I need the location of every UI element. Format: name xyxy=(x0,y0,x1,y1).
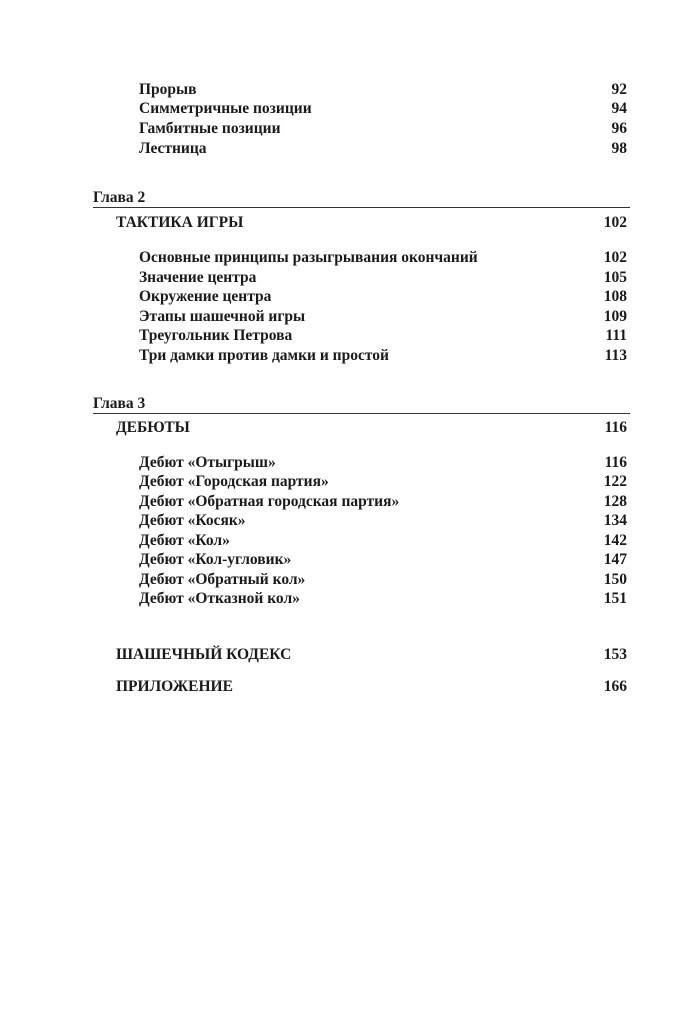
chapter-2-label: Глава 2 xyxy=(93,189,146,206)
toc-entry-title: Дебют «Отказной кол» xyxy=(139,590,300,607)
section-title: ТАКТИКА ИГРЫ xyxy=(116,214,244,231)
toc-entry-title: Значение центра xyxy=(139,269,257,286)
toc-entry-page: 102 xyxy=(603,249,627,266)
toc-entry-title: Дебют «Кол» xyxy=(139,532,230,549)
toc-entry-page: 122 xyxy=(603,473,627,490)
section-page: 166 xyxy=(603,678,627,695)
toc-entry-page: 108 xyxy=(603,288,627,305)
toc-entry-title: Симметричные позиции xyxy=(139,100,312,117)
toc-entry-page: 111 xyxy=(605,327,627,344)
toc-entry-title: Три дамки против дамки и простой xyxy=(139,347,389,364)
section-title: ШАШЕЧНЫЙ КОДЕКС xyxy=(116,646,292,663)
toc-entry-title: Дебют «Обратная городская партия» xyxy=(139,493,400,510)
toc-entry-page: 128 xyxy=(603,493,627,510)
section-title: ПРИЛОЖЕНИЕ xyxy=(116,678,233,695)
section-page: 153 xyxy=(603,646,627,663)
toc-entry-page: 134 xyxy=(603,512,627,529)
chapter-2-divider xyxy=(93,207,630,208)
toc-entry-title: Дебют «Кол-угловик» xyxy=(139,551,292,568)
toc-entry-page: 94 xyxy=(611,100,627,117)
toc-entry-title: Окружение центра xyxy=(139,288,272,305)
section-page: 116 xyxy=(604,419,627,436)
toc-entry-title: Гамбитные позиции xyxy=(139,120,281,137)
toc-entry-title: Дебют «Косяк» xyxy=(139,512,246,529)
toc-entry-page: 96 xyxy=(611,120,627,137)
toc-entry-page: 116 xyxy=(604,454,627,471)
toc-entry-title: Дебют «Обратный кол» xyxy=(139,571,306,588)
chapter-3-label: Глава 3 xyxy=(93,395,146,412)
toc-entry-page: 151 xyxy=(603,590,627,607)
toc-entry-title: Этапы шашечной игры xyxy=(139,308,306,325)
toc-entry-title: Треугольник Петрова xyxy=(139,327,293,344)
toc-entry-title: Прорыв xyxy=(139,81,197,98)
toc-entry-title: Лестница xyxy=(139,140,207,157)
toc-entry-page: 98 xyxy=(611,140,627,157)
section-page: 102 xyxy=(603,214,627,231)
toc-entry-page: 147 xyxy=(603,551,627,568)
toc-entry-title: Дебют «Отыгрыш» xyxy=(139,454,276,471)
toc-entry-page: 113 xyxy=(604,347,627,364)
toc-entry-page: 109 xyxy=(603,308,627,325)
toc-entry-page: 92 xyxy=(611,81,627,98)
toc-entry-title: Дебют «Городская партия» xyxy=(139,473,329,490)
toc-entry-page: 142 xyxy=(603,532,627,549)
chapter-3-divider xyxy=(93,413,630,414)
toc-entry-page: 150 xyxy=(603,571,627,588)
toc-entry-page: 105 xyxy=(603,269,627,286)
section-title: ДЕБЮТЫ xyxy=(116,419,190,436)
toc-entry-title: Основные принципы разыгрывания окончаний xyxy=(139,249,478,266)
